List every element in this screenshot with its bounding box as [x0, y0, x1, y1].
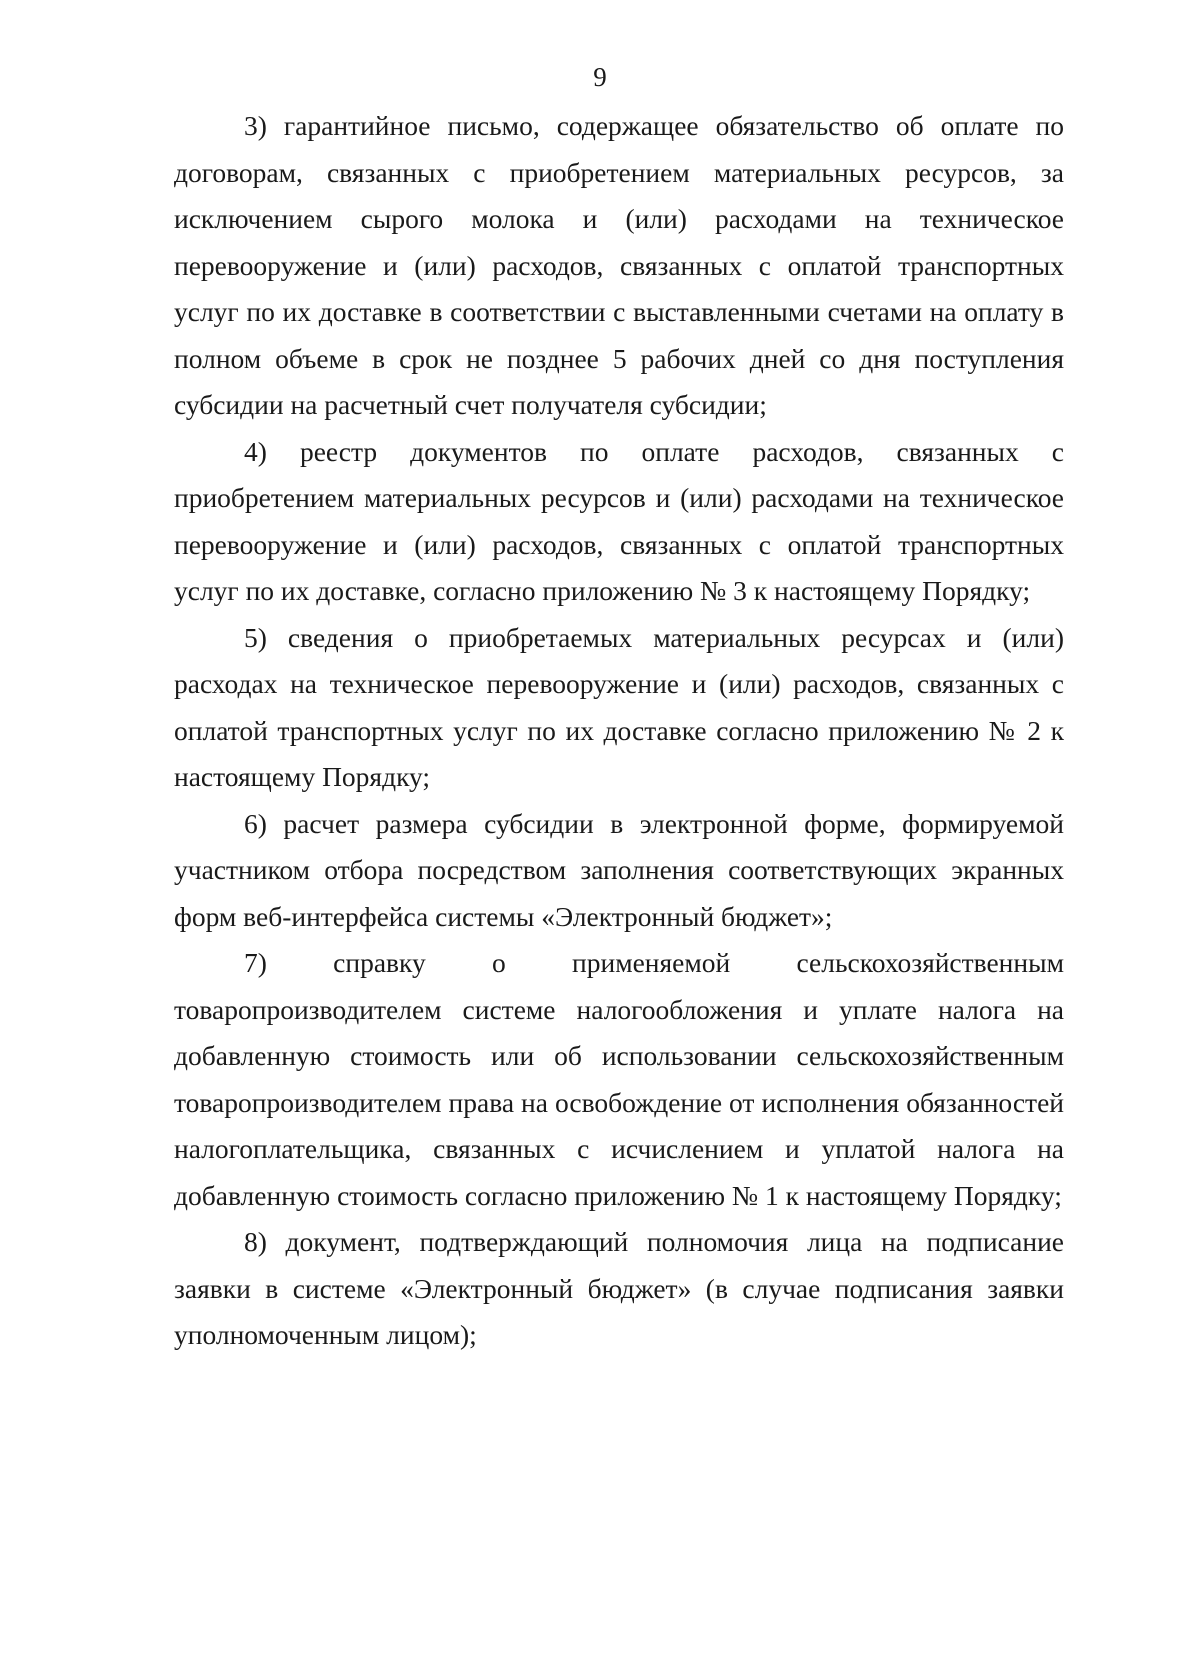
list-item: 8) документ, подтверждающий полномочия лица на подписание заявки в системе «Электронный бюджет» (в случае подписания заявки уполномоченным лицом);	[174, 1226, 1064, 1350]
page-number: 9	[593, 62, 607, 92]
list-item: 4) реестр документов по оплате расходов, связанных с приобретением материальных ресурсов и (или) расходами на техническое перевооружение и (или) расходов, связанных с оплатой транспортных услуг по их доставке, согласно приложению № 3 к настоящему Порядку;	[174, 435, 1064, 606]
list-item: 7) справку о применяемой сельскохозяйственным товаропроизводителем системе налогообложения и уплате налога на добавленную стоимость или об использовании сельскохозяйственным товаропроизводителем права на освобождение от исполнения обязанностей налогоплательщика, связанных с исчислением и уплатой налога на добавленную стоимость согласно приложению № 1 к настоящему Порядку;	[174, 947, 1064, 1211]
document-body	[174, 103, 1064, 1359]
list-item: 6) расчет размера субсидии в электронной форме, формируемой участником отбора посредством заполнения соответствующих экранных форм веб-интерфейса системы «Электронный бюджет»;	[174, 807, 1064, 932]
list-item: 3) гарантийное письмо, содержащее обязательство об оплате по договорам, связанных с приобретением материальных ресурсов, за исключением сырого молока и (или) расходами на техническое перевооружение и (или) расходов, связанных с оплатой транспортных услуг по их доставке в соответствии с выставленными счетами на оплату в полном объеме в срок не позднее 5 рабочих дней со дня поступления субсидии на расчетный счет получателя субсидии;	[174, 110, 1064, 420]
list-item: 5) сведения о приобретаемых материальных ресурсах и (или) расходах на техническое перевооружение и (или) расходов, связанных с оплатой транспортных услуг по их доставке согласно приложению № 2 к настоящему Порядку;	[174, 621, 1064, 792]
